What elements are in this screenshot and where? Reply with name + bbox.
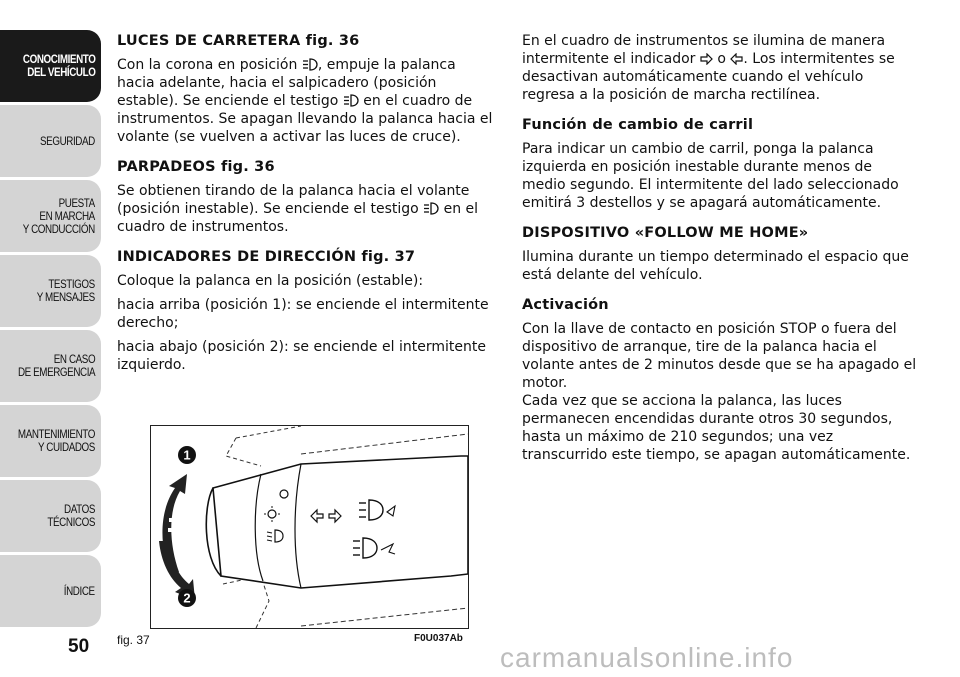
- tab-conocimiento-del-vehiculo[interactable]: CONOCIMIENTO DEL VEHÍCULO: [0, 30, 101, 102]
- column-outline: [226, 426, 301, 466]
- paragraph: Con la corona en posición , empuje la palanca hacia adelante, hacia el salpicadero (posición estable). Se enciende el testigo en el cuadro de instrumentos. Se apagan llevando la palanca hacia el volante (se vuelven a activar las luces de cruce).: [117, 57, 493, 145]
- high-beam-icon: [343, 94, 359, 107]
- paragraph: Coloque la palanca en la posición (estable):: [117, 273, 424, 289]
- paragraph: hacia arriba (posición 1): se enciende el intermitente derecho;: [117, 297, 489, 331]
- column-outline: [301, 434, 468, 454]
- paragraph: Cada vez que se acciona la palanca, las luces permanecen encendidas durante otros 30 segundos, hasta un máximo de 210 segundos; una vez transcurrido este tiempo, se apagan automáticamente.: [522, 393, 911, 463]
- tab-testigos-y-mensajes[interactable]: TESTIGOS Y MENSAJES: [0, 255, 101, 327]
- column-outline: [223, 576, 269, 628]
- section-title: Función de cambio de carril: [522, 117, 754, 133]
- text-column-right: [522, 32, 917, 476]
- tab-seguridad[interactable]: SEGURIDAD: [0, 105, 101, 177]
- section-title: INDICADORES DE DIRECCIÓN fig. 37: [117, 249, 416, 265]
- tab-datos-tecnicos[interactable]: DATOS TÉCNICOS: [0, 480, 101, 552]
- figure-37-stalk-diagram: [150, 425, 469, 629]
- column-outline: [301, 608, 468, 626]
- section-cambio-carril: [522, 116, 917, 212]
- watermark: carmanualsonline.info: [500, 642, 794, 673]
- paragraph: En el cuadro de instrumentos se ilumina de manera intermitente el indicador o . Los intermitentes se desactivan automáticamente cuando el vehículo regresa a la posición de marcha rectilínea.: [522, 33, 895, 103]
- paragraph: Con la llave de contacto en posición STOP o fuera del dispositivo de arranque, tire de la palanca hacia el volante antes de 2 minutos desde que se ha apagado el motor.: [522, 321, 917, 391]
- paragraph: Para indicar un cambio de carril, ponga la palanca izquierda en posición inestable durante menos de medio segundo. El intermitente del lado seleccionado emitirá 3 destellos y se apagará automáticamente.: [522, 141, 899, 211]
- section-luces-carretera: [117, 32, 497, 146]
- text-column-left: [117, 32, 497, 386]
- arrow-gap: [169, 518, 179, 522]
- paragraph: Ilumina durante un tiempo determinado el espacio que está delante del vehículo.: [522, 249, 909, 283]
- page-number: 50: [68, 636, 90, 657]
- arrow-gap: [168, 528, 178, 532]
- turn-left-arrow-icon: [730, 53, 743, 65]
- section-activacion: [522, 296, 917, 464]
- high-beam-icon: [302, 58, 318, 71]
- tab-puesta-en-marcha[interactable]: PUESTA EN MARCHA Y CONDUCCIÓN: [0, 180, 101, 252]
- turn-right-arrow-icon: [700, 53, 713, 65]
- figure-code: F0U037Ab: [414, 633, 463, 644]
- section-parpadeos: [117, 158, 497, 236]
- stalk-illustration: [151, 426, 468, 628]
- section-intermitente: [522, 32, 917, 104]
- tab-mantenimiento-y-cuidados[interactable]: MANTENIMIENTO Y CUIDADOS: [0, 405, 101, 477]
- section-indicadores-direccion: [117, 248, 497, 374]
- figure-caption: fig. 37: [117, 633, 150, 647]
- section-follow-me-home: [522, 224, 917, 284]
- marker-1-label: 1: [183, 447, 191, 463]
- high-beam-icon: [423, 202, 439, 215]
- section-title: PARPADEOS fig. 36: [117, 159, 275, 175]
- paragraph: Se obtienen tirando de la palanca hacia el volante (posición inestable). Se enciende el testigo en el cuadro de instrumentos.: [117, 183, 479, 235]
- stalk-lever: [213, 456, 468, 588]
- section-title: Activación: [522, 297, 609, 313]
- section-title: LUCES DE CARRETERA fig. 36: [117, 33, 360, 49]
- tab-en-caso-de-emergencia[interactable]: EN CASO DE EMERGENCIA: [0, 330, 101, 402]
- paragraph: hacia abajo (posición 2): se enciende el intermitente izquierdo.: [117, 339, 486, 373]
- section-title: DISPOSITIVO «FOLLOW ME HOME»: [522, 225, 809, 241]
- tab-indice[interactable]: ÍNDICE: [0, 555, 101, 627]
- marker-2-label: 2: [183, 590, 191, 606]
